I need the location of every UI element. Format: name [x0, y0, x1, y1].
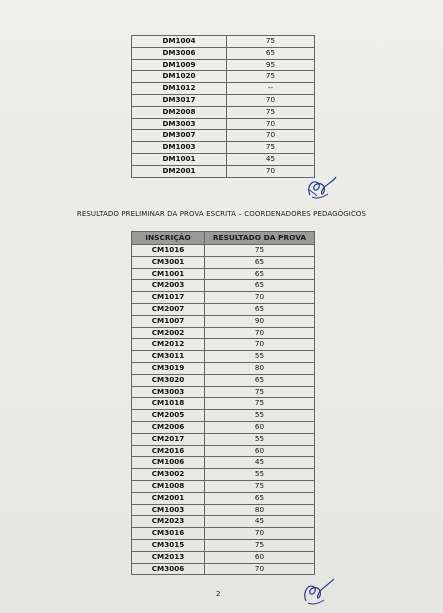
registration-cell: CM2012	[132, 339, 205, 351]
registration-cell: DM1012	[132, 83, 227, 95]
registration-cell: DM2001	[132, 165, 227, 177]
table-row	[132, 118, 315, 130]
table-row	[132, 303, 315, 315]
table-row	[132, 292, 315, 304]
score-cell: 65	[227, 47, 315, 59]
table-row	[132, 362, 315, 374]
table-body	[132, 245, 315, 575]
table-row	[132, 268, 315, 280]
column-header-registration: INSCRIÇÃO	[132, 232, 205, 245]
registration-cell: CM2013	[132, 551, 205, 563]
registration-cell: CM2006	[132, 421, 205, 433]
table-row	[132, 386, 315, 398]
table-row	[132, 528, 315, 540]
registration-cell: DM1009	[132, 59, 227, 71]
score-cell: 65	[205, 492, 315, 504]
registration-cell: DM1001	[132, 153, 227, 165]
page-number: 2	[216, 590, 221, 598]
registration-cell: CM2003	[132, 280, 205, 292]
score-cell: 70	[205, 528, 315, 540]
table-row	[132, 327, 315, 339]
signature-initials	[302, 175, 340, 203]
score-cell: 95	[227, 59, 315, 71]
score-cell: 45	[205, 516, 315, 528]
table-row	[132, 351, 315, 363]
registration-cell: CM2001	[132, 492, 205, 504]
table-body	[132, 36, 315, 178]
table-row	[132, 551, 315, 563]
column-header-result: RESULTADO DA PROVA	[205, 232, 315, 245]
score-cell: 75	[227, 36, 315, 48]
table-row	[132, 563, 315, 575]
score-cell: 55	[205, 410, 315, 422]
score-cell: --	[227, 83, 315, 95]
registration-cell: CM1008	[132, 480, 205, 492]
table-row	[132, 153, 315, 165]
table-row	[132, 398, 315, 410]
registration-cell: DM3003	[132, 118, 227, 130]
registration-cell: DM3017	[132, 94, 227, 106]
section-title: RESULTADO PRELIMINAR DA PROVA ESCRITA – COORDENADORES PEDAGÓGICOS	[76, 210, 367, 218]
score-cell: 80	[205, 504, 315, 516]
registration-cell: CM3002	[132, 469, 205, 481]
table-row	[132, 280, 315, 292]
table-header-row	[132, 232, 315, 245]
score-cell: 70	[227, 165, 315, 177]
registration-cell: CM2007	[132, 303, 205, 315]
results-table-directors	[131, 35, 315, 178]
table-row	[132, 480, 315, 492]
registration-cell: CM3020	[132, 374, 205, 386]
score-cell: 65	[205, 280, 315, 292]
table-row	[132, 492, 315, 504]
registration-cell: CM3016	[132, 528, 205, 540]
score-cell: 65	[205, 374, 315, 386]
score-cell: 70	[205, 292, 315, 304]
score-cell: 70	[227, 118, 315, 130]
table-row	[132, 469, 315, 481]
table-row	[132, 433, 315, 445]
score-cell: 75	[205, 539, 315, 551]
registration-cell: CM3001	[132, 256, 205, 268]
registration-cell: DM3006	[132, 47, 227, 59]
score-cell: 70	[227, 94, 315, 106]
table-row	[132, 421, 315, 433]
score-cell: 75	[205, 480, 315, 492]
score-cell: 70	[205, 563, 315, 575]
table-row	[132, 142, 315, 154]
score-cell: 45	[205, 457, 315, 469]
signature-initials	[298, 575, 338, 609]
table-row	[132, 315, 315, 327]
registration-cell: CM2017	[132, 433, 205, 445]
score-cell: 70	[205, 339, 315, 351]
table-row	[132, 374, 315, 386]
registration-cell: CM1001	[132, 268, 205, 280]
score-cell: 60	[205, 445, 315, 457]
registration-cell: CM3003	[132, 386, 205, 398]
score-cell: 60	[205, 421, 315, 433]
registration-cell: CM2016	[132, 445, 205, 457]
registration-cell: CM3006	[132, 563, 205, 575]
table-row	[132, 130, 315, 142]
registration-cell: CM1016	[132, 245, 205, 257]
table-row	[132, 106, 315, 118]
registration-cell: DM2008	[132, 106, 227, 118]
table-row	[132, 59, 315, 71]
table-row	[132, 83, 315, 95]
table-row	[132, 36, 315, 48]
score-cell: 75	[227, 71, 315, 83]
registration-cell: CM2002	[132, 327, 205, 339]
score-cell: 70	[205, 327, 315, 339]
table-row	[132, 71, 315, 83]
registration-cell: CM3011	[132, 351, 205, 363]
registration-cell: DM3007	[132, 130, 227, 142]
table-row	[132, 47, 315, 59]
score-cell: 70	[227, 130, 315, 142]
score-cell: 80	[205, 362, 315, 374]
table-row	[132, 165, 315, 177]
score-cell: 75	[205, 245, 315, 257]
score-cell: 55	[205, 469, 315, 481]
score-cell: 65	[205, 303, 315, 315]
score-cell: 65	[205, 268, 315, 280]
registration-cell: CM1003	[132, 504, 205, 516]
score-cell: 90	[205, 315, 315, 327]
score-cell: 75	[205, 398, 315, 410]
score-cell: 75	[227, 106, 315, 118]
score-cell: 75	[205, 386, 315, 398]
table-row	[132, 245, 315, 257]
score-cell: 60	[205, 551, 315, 563]
results-table-coordinators	[131, 231, 315, 575]
score-cell: 55	[205, 433, 315, 445]
score-cell: 65	[205, 256, 315, 268]
registration-cell: CM1007	[132, 315, 205, 327]
table-row	[132, 457, 315, 469]
registration-cell: DM1020	[132, 71, 227, 83]
table-row	[132, 256, 315, 268]
registration-cell: CM1018	[132, 398, 205, 410]
table-row	[132, 516, 315, 528]
score-cell: 75	[227, 142, 315, 154]
registration-cell: CM2005	[132, 410, 205, 422]
registration-cell: DM1003	[132, 142, 227, 154]
table-row	[132, 339, 315, 351]
registration-cell: CM3019	[132, 362, 205, 374]
registration-cell: CM3015	[132, 539, 205, 551]
table-row	[132, 410, 315, 422]
registration-cell: DM1004	[132, 36, 227, 48]
table-row	[132, 445, 315, 457]
score-cell: 55	[205, 351, 315, 363]
table-row	[132, 94, 315, 106]
table-row	[132, 504, 315, 516]
registration-cell: CM1006	[132, 457, 205, 469]
table-row	[132, 539, 315, 551]
score-cell: 45	[227, 153, 315, 165]
registration-cell: CM2023	[132, 516, 205, 528]
registration-cell: CM1017	[132, 292, 205, 304]
